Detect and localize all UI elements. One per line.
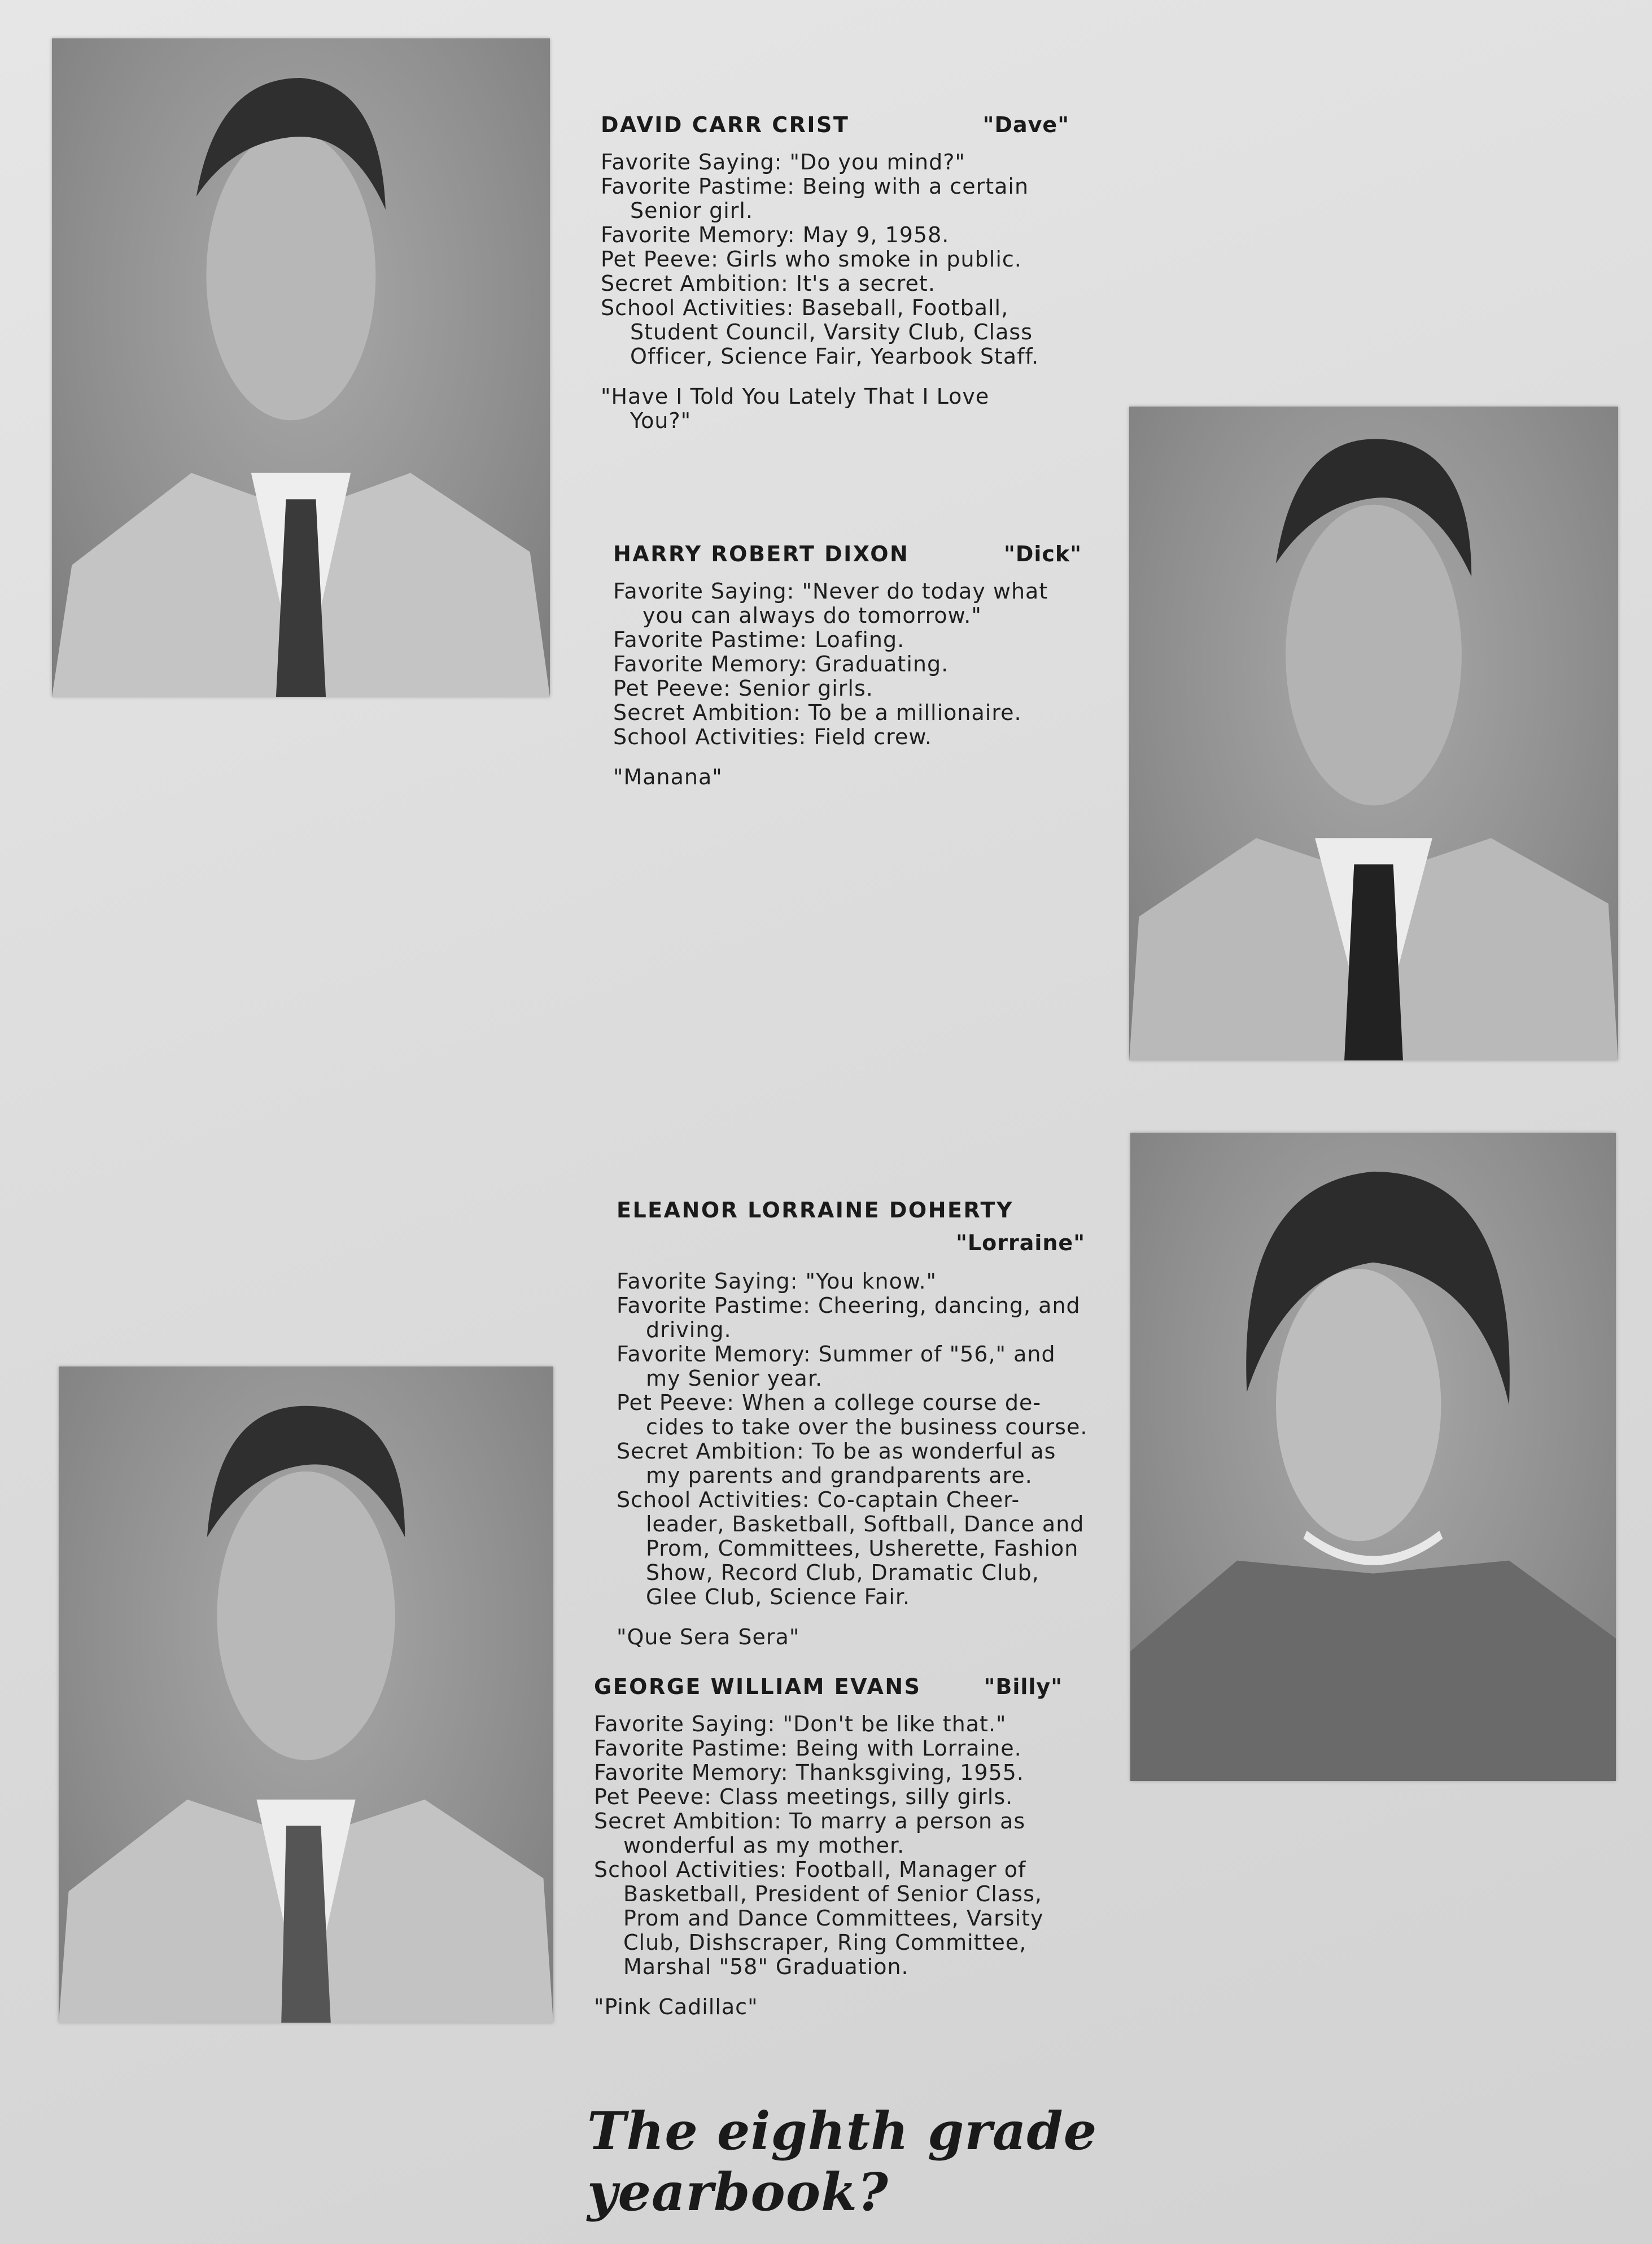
school-activities: School Activities: Football, Manager of xyxy=(594,1857,1026,1882)
song-quote xyxy=(617,1625,1085,1649)
song-quote xyxy=(594,1995,1063,2019)
student-nickname: "Dick" xyxy=(1004,542,1082,566)
favorite-pastime: Favorite Pastime: Being with Lorraine. xyxy=(594,1736,1022,1761)
portrait-david-crist xyxy=(52,38,550,697)
favorite-saying-cont: you can always do tomorrow." xyxy=(643,603,982,628)
pet-peeve-cont: cides to take over the business course. xyxy=(646,1414,1088,1439)
portrait-eleanor-doherty xyxy=(1130,1133,1616,1781)
school-activities: School Activities: Baseball, Football, xyxy=(601,295,1009,320)
entry-george-evans xyxy=(594,1675,1063,2019)
favorite-memory: Favorite Memory: Summer of "56," and xyxy=(617,1342,1056,1367)
song-quote xyxy=(613,765,1082,789)
secret-ambition: Secret Ambition: It's a secret. xyxy=(601,271,936,296)
student-name: ELEANOR LORRAINE DOHERTY xyxy=(617,1198,1013,1223)
school-activities: School Activities: Field crew. xyxy=(613,724,932,749)
secret-ambition: Secret Ambition: To be as wonderful as xyxy=(617,1439,1056,1464)
song-quote-line: "Que Sera Sera" xyxy=(617,1625,800,1649)
caption-text: The eighth grade yearbook? xyxy=(587,2101,1098,2223)
school-activities-cont: Basketball, President of Senior Class, xyxy=(623,1881,1042,1906)
favorite-saying: Favorite Saying: "Don't be like that." xyxy=(594,1712,1007,1736)
song-quote-line: You?" xyxy=(630,408,692,433)
portrait-harry-dixon xyxy=(1129,407,1618,1060)
favorite-saying: Favorite Saying: "Never do today what xyxy=(613,579,1048,604)
student-nickname: "Lorraine" xyxy=(956,1230,1085,1255)
entry-harry-dixon xyxy=(613,542,1082,789)
entry-eleanor-doherty xyxy=(617,1198,1088,1649)
song-quote-line: "Manana" xyxy=(613,765,723,789)
favorite-memory: Favorite Memory: Graduating. xyxy=(613,652,949,676)
student-name: GEORGE WILLIAM EVANS xyxy=(594,1674,921,1699)
school-activities-cont: Marshal "58" Graduation. xyxy=(623,1954,909,1979)
pet-peeve: Pet Peeve: Class meetings, silly girls. xyxy=(594,1784,1013,1809)
secret-ambition-cont: my parents and grandparents are. xyxy=(646,1463,1033,1488)
school-activities-cont: Prom, Committees, Usherette, Fashion xyxy=(646,1536,1079,1561)
secret-ambition: Secret Ambition: To be a millionaire. xyxy=(613,700,1022,725)
entry-david-crist xyxy=(601,113,1069,433)
school-activities-cont: Student Council, Varsity Club, Class xyxy=(630,320,1033,344)
school-activities-cont: leader, Basketball, Softball, Dance and xyxy=(646,1512,1085,1536)
pet-peeve: Pet Peeve: When a college course de- xyxy=(617,1390,1042,1415)
student-name: HARRY ROBERT DIXON xyxy=(613,542,910,566)
favorite-memory-cont: my Senior year. xyxy=(646,1366,823,1391)
school-activities-cont: Prom and Dance Committees, Varsity xyxy=(623,1906,1044,1931)
pet-peeve: Pet Peeve: Senior girls. xyxy=(613,676,873,701)
favorite-pastime: Favorite Pastime: Cheering, dancing, and xyxy=(617,1293,1081,1318)
student-nickname: "Billy" xyxy=(984,1674,1063,1699)
student-nickname: "Dave" xyxy=(982,112,1069,137)
song-quote-line: "Pink Cadillac" xyxy=(594,1994,758,2019)
favorite-saying: Favorite Saying: "Do you mind?" xyxy=(601,150,965,174)
song-quote xyxy=(601,385,1069,433)
favorite-pastime: Favorite Pastime: Being with a certain xyxy=(601,174,1029,199)
secret-ambition: Secret Ambition: To marry a person as xyxy=(594,1809,1026,1833)
secret-ambition-cont: wonderful as my mother. xyxy=(623,1833,905,1858)
portrait-george-evans xyxy=(59,1367,553,2023)
favorite-memory: Favorite Memory: May 9, 1958. xyxy=(601,222,950,247)
favorite-memory: Favorite Memory: Thanksgiving, 1955. xyxy=(594,1760,1024,1785)
school-activities-cont: Club, Dishscraper, Ring Committee, xyxy=(623,1930,1027,1955)
favorite-pastime: Favorite Pastime: Loafing. xyxy=(613,627,905,652)
school-activities-cont: Officer, Science Fair, Yearbook Staff. xyxy=(630,344,1039,369)
pet-peeve: Pet Peeve: Girls who smoke in public. xyxy=(601,247,1022,272)
school-activities-cont: Show, Record Club, Dramatic Club, xyxy=(646,1560,1039,1585)
favorite-saying: Favorite Saying: "You know." xyxy=(617,1269,937,1294)
favorite-pastime-cont: Senior girl. xyxy=(630,198,754,223)
school-activities-cont: Glee Club, Science Fair. xyxy=(646,1584,911,1609)
favorite-pastime-cont: driving. xyxy=(646,1317,732,1342)
student-name: DAVID CARR CRIST xyxy=(601,112,850,137)
school-activities: School Activities: Co-captain Cheer- xyxy=(617,1487,1020,1512)
song-quote-line: "Have I Told You Lately That I Love xyxy=(601,384,990,409)
